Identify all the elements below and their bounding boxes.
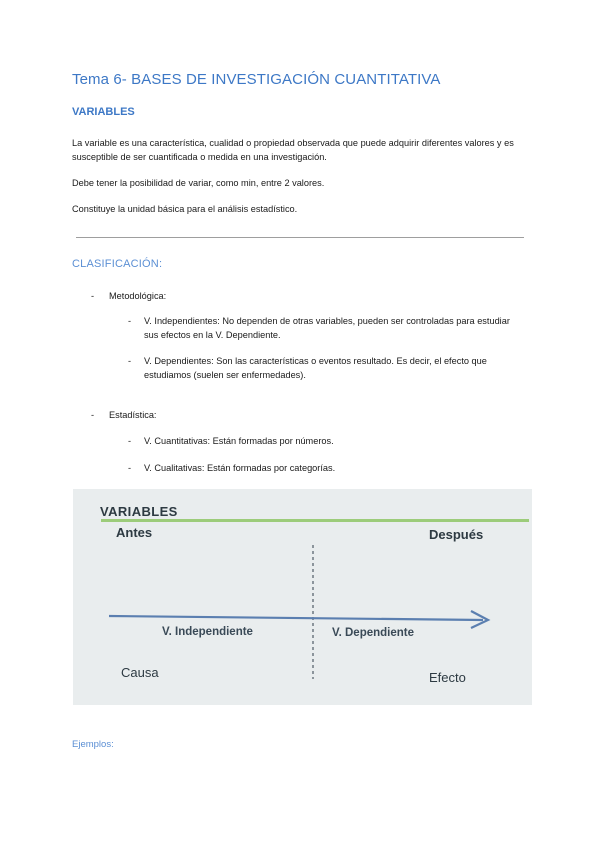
paragraph-basic-unit: Constituye la unidad básica para el análisis estadístico. xyxy=(72,204,298,214)
paragraph-variation: Debe tener la posibilidad de variar, como min, entre 2 valores. xyxy=(72,178,325,188)
diagram-label-efecto: Efecto xyxy=(429,670,466,685)
diagram-label-independiente: V. Independiente xyxy=(162,626,253,638)
diagram-label-antes: Antes xyxy=(116,525,153,540)
examples-heading: Ejemplos: xyxy=(72,739,114,750)
diagram-label-despues: Después xyxy=(429,527,484,542)
bullet-dash: - xyxy=(128,356,132,366)
bullet-dash: - xyxy=(128,316,132,326)
bullet-dash: - xyxy=(128,463,132,473)
bullet-text-dependientes: V. Dependientes: Son las características o eventos resultado. Es decir, el efecto que estudiamos (suelen ser enfermedades). xyxy=(144,356,487,380)
diagram-label-causa: Causa xyxy=(121,665,159,680)
bullet-text-cuantitativas: V. Cuantitativas: Están formadas por números. xyxy=(144,436,334,446)
diagram-label-dependiente: V. Dependiente xyxy=(332,627,415,639)
bullet-dash: - xyxy=(91,291,95,301)
bullet-label-estadistica: Estadística: xyxy=(109,410,157,420)
diagram-title: VARIABLES xyxy=(100,504,178,519)
bullet-dash: - xyxy=(128,436,132,446)
bullet-text-cualitativas: V. Cualitativas: Están formadas por categorías. xyxy=(144,463,336,473)
document-title: Tema 6- BASES DE INVESTIGACIÓN CUANTITATIVA xyxy=(72,71,441,88)
bullet-label-metodologica: Metodológica: xyxy=(109,291,167,301)
diagram-horizontal-arrow-line xyxy=(109,616,483,620)
bullet-dash: - xyxy=(91,410,95,420)
section-heading-variables: VARIABLES xyxy=(72,106,135,118)
variables-diagram xyxy=(73,489,532,705)
paragraph-definition: La variable es una característica, cualidad o propiedad observada que puede adquirir diferentes valores y es susceptible de ser cuantificada o medida en una investigación. xyxy=(72,138,514,162)
bullet-text-independientes: V. Independientes: No dependen de otras variables, pueden ser controladas para estudiar sus efectos en la V. Dependiente. xyxy=(144,316,510,340)
horizontal-divider xyxy=(76,237,524,238)
classification-heading: CLASIFICACIÓN: xyxy=(72,258,163,270)
